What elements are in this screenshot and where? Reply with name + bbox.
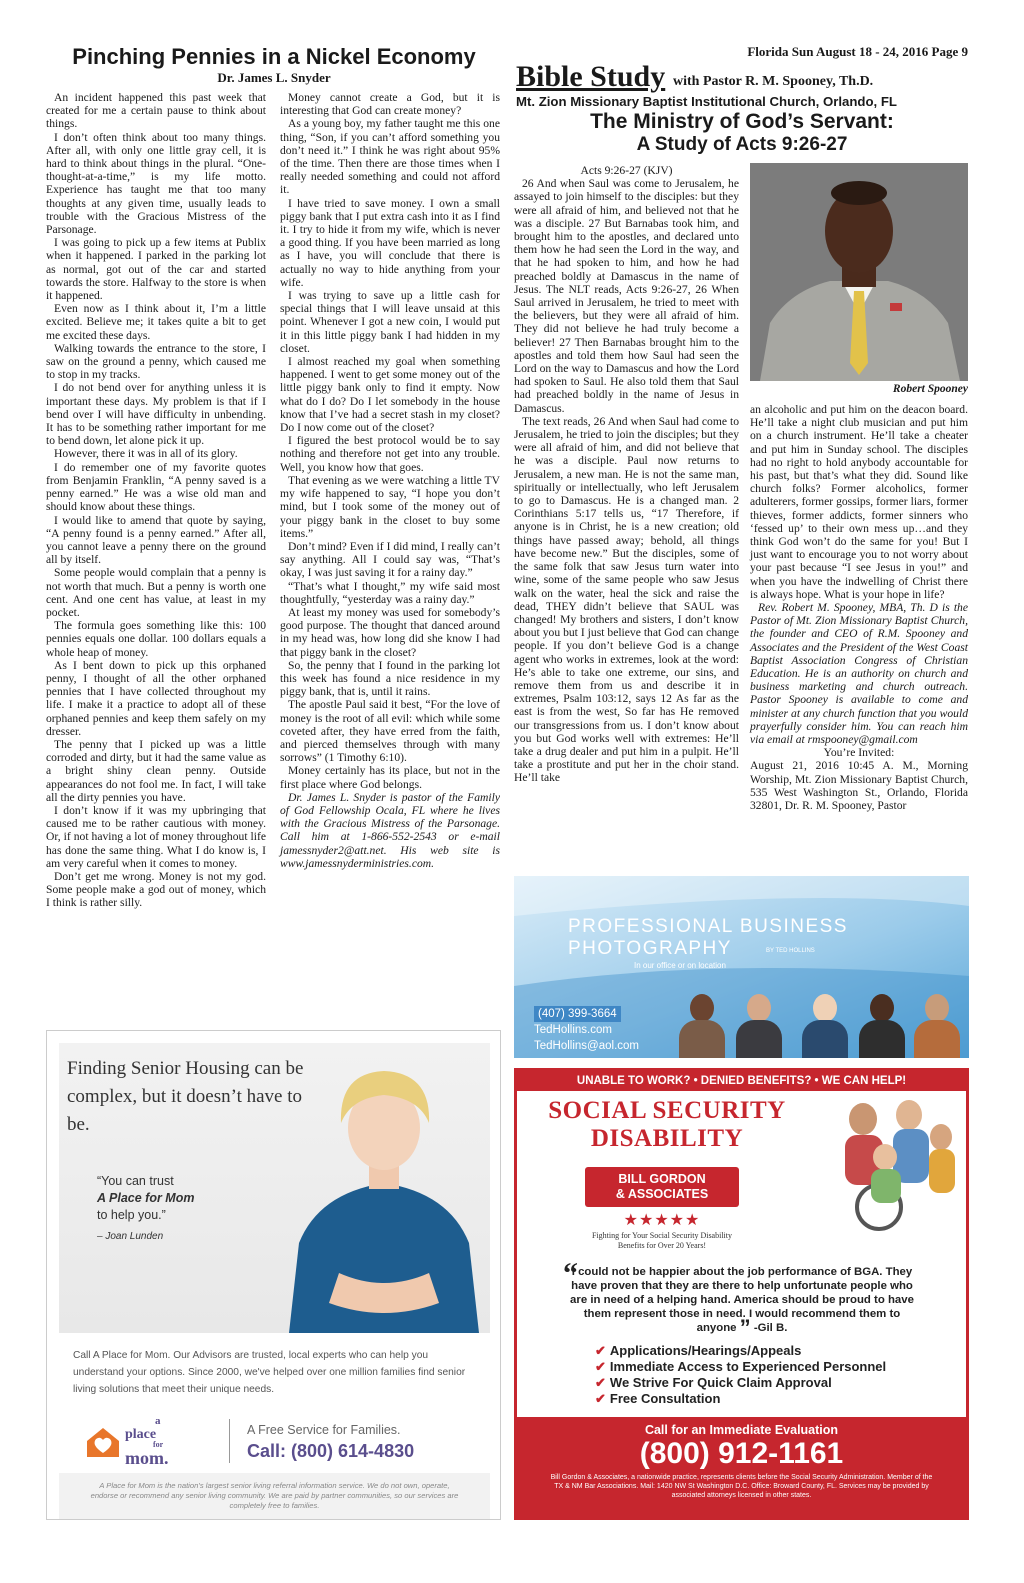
check-icon: ✔ — [595, 1359, 606, 1374]
portrait — [859, 994, 905, 1058]
senior-ad-body: Call A Place for Mom. Our Advisors are trusted, local experts who can help you understand your options. Since 2000, we've helped over one million families find senior living solutions that meet their unique needs. — [73, 1350, 466, 1395]
article-paragraph: Walking towards the entrance to the store, I saw on the ground a penny, which caused me to stop in my tracks. — [46, 341, 266, 382]
article-paragraph: Money cannot create a God, but it is interesting that God can create money? — [280, 91, 500, 118]
ssd-band: UNABLE TO WORK? • DENIED BENEFITS? • WE CAN HELP! — [517, 1071, 966, 1091]
ssd-tagline — [517, 1231, 807, 1251]
tagline-line: Benefits for Over 20 Years! — [617, 1241, 707, 1250]
church-name: Mt. Zion Missionary Baptist Institutional Church, Orlando, FL — [516, 94, 897, 109]
article-paragraph: The penny that I picked up was a little corroded and dirty, but it had the same value as a bright shiny clean penny. Outside appearances do not fool me. In fact, I will take all the dirty pennies you have. — [46, 737, 266, 804]
bible-column-1 — [514, 164, 739, 785]
bible-column-2 — [750, 403, 968, 812]
pastor-bio: Rev. Robert M. Spooney, MBA, Th. D is the Pastor of Mt. Zion Missionary Baptist Church, the founder and CEO of R.M. Spooney and Associates and the President of the West Coast Baptist Association Congress of Christian Education. He is an authority on church and business marketing and church outreach. Pastor Spooney is available to come and minister at any church function that you would prayerfully consider him. You can reach him via email at rmspooney@gmail.com — [750, 601, 968, 747]
article-paragraph: Even now as I think about it, I’m a little excited. Believe me; it takes quite a bit to get me excited these days. — [46, 302, 266, 342]
testimonial-author: -Gil B. — [753, 1322, 788, 1334]
quote-brand: A Place for Mom — [97, 1191, 195, 1205]
logo-word: place — [125, 1427, 157, 1442]
list-item — [595, 1359, 886, 1375]
article-paragraph: I don’t often think about too many things. After all, with only one little gray cell, it is hard to think about things in the plural. “One-thought-at-a-time,” is my life motto. Experience has taught me that too many thoughts at any given time, usually leads to trouble with the Gracious Mistress of the Parsonage. — [46, 130, 266, 237]
house-heart-icon — [83, 1425, 123, 1459]
list-item-label: Immediate Access to Experienced Personnel — [609, 1359, 887, 1374]
logo-word: a — [155, 1415, 161, 1427]
bible-paragraph: an alcoholic and put him on the deacon board. He’ll take a night club musician and put him on a church instrument. He’ll take a cheater and put him in Sunday school. The disciples had no right to hold anybody accountable for his past, but that’s what they did. Sound like church folks? Former alcoholics, former adulterers, former gossips, former liars, former thieves, former addicts, former sinners who ‘fessed up’ to their own mess up…and they think God won’t do the same for you! But I just want to encourage you to not worry about your past because “I see Jesus in you!” and when you have the indwelling of Christ there is always hope. What is your hope in life? — [750, 403, 968, 601]
photo-ad-phone[interactable]: (407) 399-3664 — [534, 1006, 621, 1022]
article-paragraph: I would like to amend that quote by saying, “A penny found is a penny earned.” After all, you cannot leave a penny there on the ground all by itself. — [46, 513, 266, 567]
close-quote-icon: ” — [739, 1315, 751, 1340]
list-item-label: Applications/Hearings/Appeals — [609, 1343, 802, 1358]
testimonial — [567, 1265, 917, 1340]
ssd-cta: Call for an Immediate Evaluation — [644, 1423, 839, 1437]
list-item-label: We Strive For Quick Claim Approval — [609, 1375, 832, 1390]
photo-caption: Robert Spooney — [892, 383, 968, 395]
bible-study-heading: Bible Study — [516, 60, 666, 93]
scripture-reference: Acts 9:26-27 (KJV) — [580, 164, 673, 177]
article-paragraph: Don’t mind? Even if I did mind, I really can’t say anything. All I could say was, “That’s okay, I was just saving it for a rainy day.” — [280, 539, 500, 580]
list-item-label: Free Consultation — [609, 1391, 721, 1406]
article-paragraph: An incident happened this past week that created for me a certain pause to think about things. — [46, 91, 266, 131]
firm-name: BILL GORDON — [618, 1172, 706, 1186]
benefit-list — [595, 1343, 886, 1407]
bible-study-pastor: with Pastor R. M. Spooney, Th.D. — [673, 74, 874, 89]
article-byline: Dr. James L. Snyder — [217, 70, 331, 85]
divider — [229, 1419, 230, 1463]
portrait — [914, 994, 960, 1058]
article-paragraph: However, there it was in all of its glory. — [54, 447, 238, 461]
photo-ad-sub: In our office or on location — [634, 961, 726, 970]
ssd-title-1: SOCIAL SECURITY — [548, 1097, 786, 1124]
list-item — [595, 1391, 886, 1407]
logo-word: for — [153, 1440, 164, 1449]
author-bio: Dr. James L. Snyder is pastor of the Family of God Fellowship Ocala, FL where he lives with the Gracious Mistress of the Parsonage. Call him at 1-866-552-2543 or e-mail jamessnyder2@att.net. His web site is www.jamessnyderministries.com. — [280, 790, 500, 870]
ssd-fine-print: Bill Gordon & Associates, a nationwide practice, represents clients before the Social Security Administration. Member of the TX & NM Bar Associations. Mail: 1420 NW St Washington D.C. Office: Broward County, FL. Services may be provided by associated attorneys licensed in other states. — [550, 1474, 933, 1499]
family-photo — [813, 1099, 963, 1235]
bible-paragraph: 26 And when Saul was come to Jerusalem, he assayed to join himself to the disciples: but they were all afraid of him, and believed not that he was a disciple. 27 But Barnabas took him, and brought him to the apostles, and declared unto them how he had seen the Lord in the way, and that he had spoken to him, and how he had preached boldly at Damascus in the name of Jesus. The NLT reads, Acts 9:26-27, 26 When Saul arrived in Jerusalem, he tried to meet with the believers, but they were all afraid of him. They did not believe he had truly become a believer! 27 Then Barnabas brought him to the apostles and told them how Saul had seen the Lord on the way to Damascus and how the Lord had spoken to Saul. He also told them that Saul had preached boldly in the name of Jesus in Damascus. — [514, 177, 739, 415]
article-paragraph: “That’s what I thought,” my wife said most thoughtfully, “yesterday was a rainy day.” — [280, 579, 500, 606]
article-paragraph: I do remember one of my favorite quotes from Benjamin Franklin, “A penny saved is a penny earned.” He was a wise old man and should know about these things. — [46, 460, 266, 514]
open-quote-icon: “ — [563, 1257, 578, 1290]
senior-ad-disclaimer: A Place for Mom is the nation’s largest senior living referral information service. We do not own, operate, endorse or recommend any senior living community. We are paid by partner communities, so our services are completely free to families. — [59, 1473, 490, 1520]
portrait — [679, 994, 725, 1058]
paper-info: Florida Sun August 18 - 24, 2016 Page 9 — [747, 44, 968, 59]
rating-stars: ★★★★★ — [623, 1212, 701, 1229]
bible-paragraph: The text reads, 26 And when Saul had come to Jerusalem, he tried to join the disciples; but they were all afraid of him, and did not believe that he was a disciple. Paul now returns to Jerusalem, a new man. He is not the same man, spiritually or intellectually, who left Jerusalem to go to Damascus. He is a changed man. 2 Corinthians 5:17 tells us, “17 Therefore, if anyone is in Christ, he is a new creation; old things have passed away; behold, all things have become new.” But the disciples, some of the same folk that saw Jesus turn water into wine, some of the same people who saw Jesus walk on the water, heal the sick and raise the dead, THEY didn’t believe that SAUL was changed! My brothers and sisters, I don’t know about you but I just believe that God can change people. If you don’t believe God is a change agent who works in extremes, look at the word: He’s able to take one extreme, our sins, and remove them from us and describe it in extremes, Psalm 103:12, says 12 As far as the east is from the west, So far has He removed our transgressions from us. I don’t know about you but God works well with extremes: He’ll take a drug dealer and put him in a pulpit. He’ll take a prostitute and put her in the choir stand. He’ll take — [514, 414, 739, 785]
sermon-title: The Ministry of God’s Servant: — [590, 110, 894, 133]
senior-ad-call[interactable]: Call: (800) 614-4830 — [247, 1441, 415, 1461]
article-paragraph: I was going to pick up a few items at Publix when it happened. I parked in the parking lot as normal, got out of the car and started towards the store. Halfway to the store is when it happened. — [46, 236, 266, 303]
article-paragraph: I was trying to save up a little cash for special things that I will leave unsaid at this point. Whenever I got a new coin, I would put it in this little piggy bank I had hidden in my closet. — [280, 289, 500, 355]
testimonial-text: I could not be happier about the job performance of BGA. They have proven that they are there to help unfortunate people who are in need of a helping hand. America should be proud to have them represent those in need. I would recommend them to anyone — [570, 1266, 914, 1334]
ssd-title-2: DISABILITY — [590, 1125, 744, 1152]
invite-details: August 21, 2016 10:45 A. M., Morning Worship, Mt. Zion Missionary Baptist Church, 535 West Washington St., Orlando, Florida 32801, Dr. R. M. Spooney, Pastor — [750, 759, 968, 813]
portrait — [736, 994, 782, 1058]
quote-line: to help you.” — [97, 1208, 166, 1222]
article-paragraph: So, the penny that I found in the parking lot this week has found a nice residence in my piggy bank, that is, until it rains. — [280, 658, 500, 699]
article-paragraph: The formula goes something like this: 100 pennies equals one dollar. 100 dollars equals a whole heap of money. — [46, 619, 266, 659]
senior-ad-quote — [97, 1173, 267, 1224]
article-paragraph: As a young boy, my father taught me this one thing, “Son, if you can’t afford something you don’t need it.” I think he was right about 95% of the time. Then there are those times when I really needed something and could not afford it. — [280, 117, 500, 197]
article-paragraph: At least my money was used for somebody’s good purpose. The thought that danced around in my head was, how long did she know I had that piggy bank in the closet? — [280, 605, 500, 659]
sermon-subtitle: A Study of Acts 9:26-27 — [636, 134, 848, 155]
article-title: Pinching Pennies in a Nickel Economy — [72, 44, 476, 69]
article-paragraph: I have tried to save money. I own a small piggy bank that I put extra cash into it as I find it. I try to hide it from my wife, which is never a good thing. If you have been married as long as I have, you will conclude that there is actually no way to hide anything from your wife. — [280, 196, 500, 289]
article-paragraph: I figured the best protocol would be to say nothing and therefore not get into any trouble. Well, you know how that goes. — [280, 434, 500, 474]
pastor-photo — [750, 163, 968, 381]
senior-housing-ad[interactable] — [46, 1030, 501, 1520]
photo-ad-line2: PHOTOGRAPHY — [568, 938, 732, 959]
photo-ad-line1: PROFESSIONAL BUSINESS — [568, 916, 848, 937]
article-paragraph: I do not bend over for anything unless it is important these days. My problem is that if I bend over I will have difficulty in unbending. It has to be something rather important for me to bend down, let alone pick it up. — [46, 381, 266, 448]
photo-ad-email[interactable]: TedHollins@aol.com — [534, 1040, 639, 1052]
list-item — [595, 1343, 886, 1359]
photo-ad-by: BY TED HOLLINS — [766, 948, 815, 954]
article-paragraph: That evening as we were watching a little TV my wife happened to say, “I hope you don’t mind, but I took some of the money out of your piggy bank in the closet to buy some items.” — [280, 473, 500, 540]
ssd-call-panel — [517, 1417, 966, 1517]
article-paragraph: Money certainly has its place, but not in the first place where God belongs. — [280, 764, 500, 791]
check-icon: ✔ — [595, 1375, 606, 1390]
social-security-ad[interactable] — [514, 1068, 969, 1520]
firm-banner — [585, 1167, 739, 1207]
senior-ad-author: – Joan Lunden — [97, 1231, 164, 1242]
article-paragraph: As I bent down to pick up this orphaned penny, I thought of all the other orphaned pennies that I have collected throughout my life. I make it a practice to adopt all of these orphaned pennies and keep them safely on my dresser. — [46, 658, 266, 738]
quote-line: “You can trust — [97, 1174, 174, 1188]
article-paragraph: Don’t get me wrong. Money is not my god. Some people make a god out of money, which I think is rather silly. — [46, 869, 266, 910]
list-item — [595, 1375, 886, 1391]
article-paragraph: The apostle Paul said it best, “For the love of money is the root of all evil: which while some coveted after, they have erred from the faith, and pierced themselves through with many sorrows” (1 Timothy 6:10). — [280, 698, 500, 765]
senior-ad-free: A Free Service for Families. — [247, 1423, 401, 1437]
ssd-phone[interactable]: (800) 912-1161 — [639, 1437, 844, 1470]
check-icon: ✔ — [595, 1391, 606, 1406]
article-paragraph: I don’t know if it was my upbringing that caused me to be rather cautious with money. Or, if not having a lot of money throughout life has done the same thing. What I do know is, I am very careful when it comes to money. — [46, 803, 266, 870]
invite-heading: You’re Invited: — [823, 746, 895, 760]
photography-ad[interactable] — [514, 876, 969, 1058]
tagline-line: Fighting for Your Social Security Disability — [592, 1231, 732, 1240]
firm-name: & ASSOCIATES — [615, 1187, 709, 1201]
portrait — [802, 994, 848, 1058]
article-column-1 — [46, 91, 266, 910]
photo-ad-contact — [534, 1006, 639, 1054]
article-paragraph: I almost reached my goal when something happened. I went to get some money out of the little piggy bank only to find it empty. Now what do I do? Do I let somebody in the house know that I’ve had a secret stash in my closet? Do I now come out of the closet? — [280, 355, 500, 435]
a-place-for-mom-logo — [125, 1415, 169, 1467]
check-icon: ✔ — [595, 1343, 606, 1358]
senior-ad-headline: Finding Senior Housing can be complex, but it doesn’t have to be. — [67, 1058, 304, 1135]
logo-word: mom. — [125, 1448, 169, 1468]
article-column-2 — [280, 91, 500, 870]
photo-ad-site[interactable]: TedHollins.com — [534, 1024, 612, 1036]
article-paragraph: Some people would complain that a penny is not worth that much. But a penny is worth one cent. And one cent has value, at least in my pocket. — [46, 566, 266, 619]
